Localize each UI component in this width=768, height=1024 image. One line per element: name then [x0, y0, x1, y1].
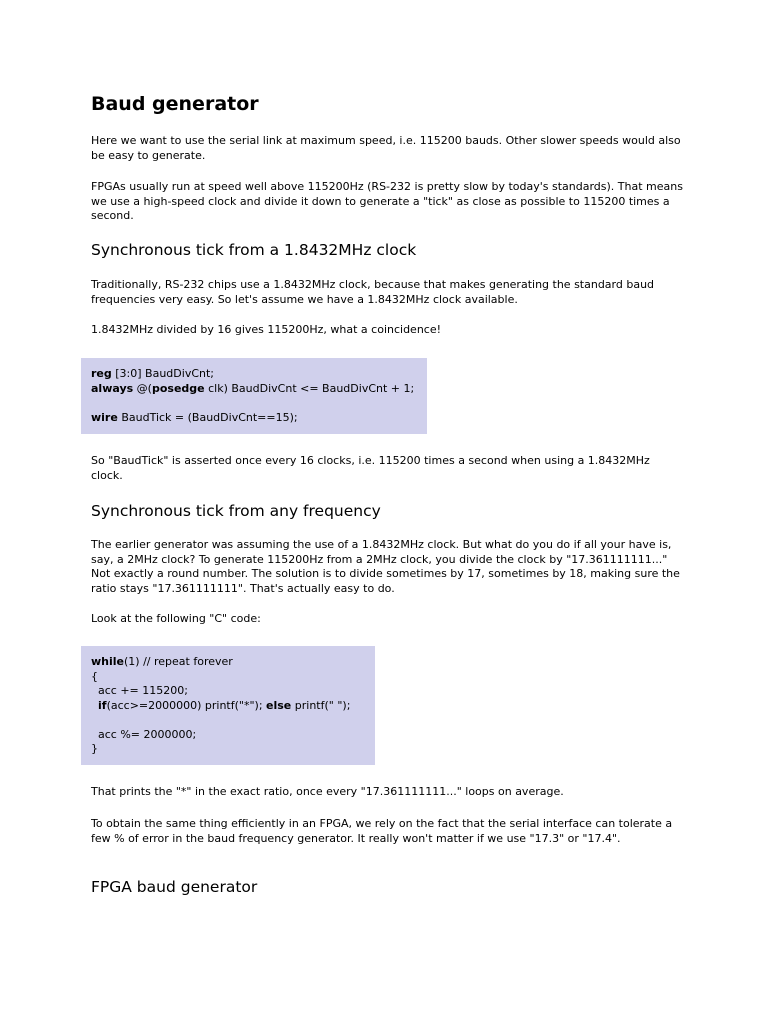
- code-line: {: [91, 669, 98, 683]
- section-heading-sync-18432: Synchronous tick from a 1.8432MHz clock: [91, 241, 417, 259]
- code-text: (1) // repeat forever: [124, 655, 233, 668]
- code-line: acc += 115200;: [91, 684, 188, 697]
- code-text: [91, 699, 98, 712]
- fpga-speed-paragraph: FPGAs usually run at speed well above 115200Hz (RS-232 is pretty slow by today's standards). That means we use a high-speed clock and divide it down to generate a "tick" as close as possible to 115200 times a second.: [91, 180, 683, 222]
- code-line: [91, 411, 417, 426]
- page-title: Baud generator: [91, 93, 259, 115]
- code-text: clk) BaudDivCnt <= BaudDivCnt + 1;: [204, 381, 415, 395]
- code-line: [91, 367, 417, 382]
- code-keyword: always: [91, 381, 134, 395]
- code-text: @(: [133, 381, 152, 395]
- c-code-block: [81, 646, 375, 765]
- any-frequency-paragraph: The earlier generator was assuming the use of a 1.8432MHz clock. But what do you do if all your have is, say, a 2MHz clock? To generate 115200Hz from a 2MHz clock, you divide the clock by "17.361111111..." Not exactly a round number. The solution is to divide sometimes by 17, sometimes by 18, making sure the ratio stays "17.361111111". That's actually easy to do.: [91, 538, 680, 595]
- divide-by-16-paragraph: 1.8432MHz divided by 16 gives 115200Hz, what a coincidence!: [91, 323, 442, 336]
- code-line: [91, 699, 365, 714]
- code-line: [91, 655, 365, 670]
- code-keyword: reg: [91, 367, 112, 380]
- code-keyword: if: [98, 698, 107, 712]
- code-keyword: else: [266, 698, 292, 712]
- code-text: [3:0] BaudDivCnt;: [111, 367, 214, 380]
- exact-ratio-paragraph: That prints the "*" in the exact ratio, once every "17.361111111..." loops on average.: [91, 785, 564, 798]
- c-code-intro-paragraph: Look at the following "C" code:: [91, 612, 261, 625]
- code-text: (acc>=2000000) printf("*");: [106, 698, 267, 712]
- verilog-code-block: [81, 358, 427, 434]
- baudtick-paragraph: So "BaudTick" is asserted once every 16 clocks, i.e. 115200 times a second when using a 1.8432MHz clock.: [91, 454, 650, 482]
- code-line: acc %= 2000000;: [91, 727, 197, 741]
- code-line: }: [91, 742, 98, 755]
- code-text: printf(" ");: [291, 698, 351, 712]
- code-keyword: posedge: [151, 381, 205, 395]
- section-heading-sync-any: Synchronous tick from any frequency: [91, 502, 381, 520]
- section-heading-fpga-baud: FPGA baud generator: [91, 878, 258, 896]
- code-keyword: wire: [91, 410, 118, 424]
- code-blank-line: [91, 396, 417, 411]
- rs232-clock-paragraph: Traditionally, RS-232 chips use a 1.8432MHz clock, because that makes generating the standard baud frequencies very easy. So let's assume we have a 1.8432MHz clock available.: [91, 278, 655, 306]
- code-line: [91, 382, 417, 397]
- code-keyword: while: [91, 655, 124, 668]
- code-blank-line: [91, 713, 365, 728]
- intro-paragraph: Here we want to use the serial link at maximum speed, i.e. 115200 bauds. Other slower speeds would also be easy to generate.: [91, 134, 681, 162]
- code-text: BaudTick = (BaudDivCnt==15);: [117, 410, 298, 424]
- fpga-efficiency-paragraph: To obtain the same thing efficiently in an FPGA, we rely on the fact that the serial interface can tolerate a few % of error in the baud frequency generator. It really won't matter if we use "17.3" or "17.4".: [91, 817, 673, 845]
